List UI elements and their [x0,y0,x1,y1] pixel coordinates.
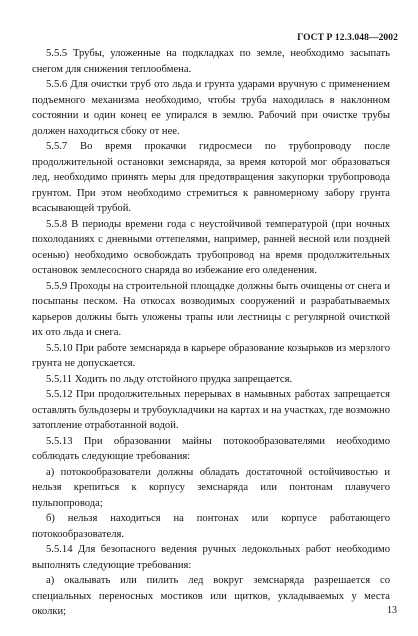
paragraph-5-5-8: 5.5.8 В периоды времени года с неустойчивой температурой (при ночных похолоданиях с дневными оттепелями, например, ранней весной или поздней осенью) необходимо освобождать трубопровод на время продолжительных остановок землесосного снаряда во избежание его оледенения. [32,218,390,276]
paragraph-5-5-13-b: б) нельзя находиться на понтонах или корпусе работающего потокообразователя. [32,513,390,540]
paragraph-5-5-7: 5.5.7 Во время прокачки гидросмеси по трубопроводу после продолжительной остановки земснаряда, за время которой мог образоваться лед, необходимо принять меры для предотвращения закупорки трубопровода грунтом. При этом необходимо стремиться к равномерному забору грунта всасывающей трубой. [32,141,390,214]
paragraph-5-5-5: 5.5.5 Трубы, уложенные на подкладках по земле, необходимо засыпать снегом для снижения теплообмена. [32,48,390,75]
page-number: 13 [387,605,397,616]
paragraph-5-5-13: 5.5.13 При образовании майны потокообразователями необходимо соблюдать следующие требования: [32,435,390,462]
paragraph-5-5-10: 5.5.10 При работе земснаряда в карьере образование козырьков из мерзлого грунта не допускается. [32,342,390,369]
document-header: ГОСТ Р 12.3.048—2002 [297,33,398,43]
document-body [32,46,390,620]
paragraph-5-5-11: 5.5.11 Ходить по льду отстойного прудка запрещается. [46,373,293,385]
paragraph-5-5-13-a: а) потокообразователи должны обладать достаточной остойчивостью и нельзя крепиться к корпусу земснаряда или понтонам плавучего пульпопровода; [32,466,390,509]
paragraph-5-5-14: 5.5.14 Для безопасного ведения ручных ледокольных работ необходимо выполнять следующие требования: [32,544,390,571]
paragraph-5-5-12: 5.5.12 При продолжительных перерывах в намывных работах запрещается оставлять бульдозеры и трубоукладчики на картах и на участках, где возможно затопление отработанной водой. [32,389,390,431]
paragraph-5-5-9: 5.5.9 Проходы на строительной площадке должны быть очищены от снега и посыпаны песком. На откосах возводимых сооружений и разрабатываемых карьеров должны быть уложены трапы или лестницы с регулярной очисткой их ото льда и снега. [32,280,390,338]
paragraph-5-5-14-a: а) окалывать или пилить лед вокруг земснаряда разрешается со специальных переносных мостиков или щитков, укладываемых у места околки; [32,575,390,617]
paragraph-5-5-6: 5.5.6 Для очистки труб ото льда и грунта ударами вручную с применением подъемного механизма необходимо, чтобы труба находилась в наклонном состоянии и один конец ее упирался в землю. Рабочий при очистке трубы должен находиться сбоку от нее. [32,79,390,137]
